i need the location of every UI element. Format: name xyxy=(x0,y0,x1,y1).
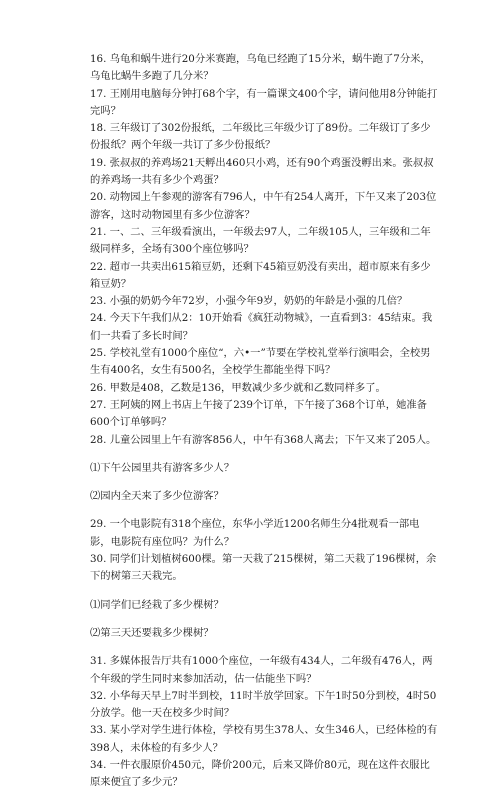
problem-33: 33. 某小学对学生进行体检，学校有男生378人、女生346人，已经体检的有398人，未体检的有多少人？ xyxy=(90,724,438,754)
problem-23: 23. 小强的奶奶今年72岁，小强今年9岁，奶奶的年龄是小强的几倍？ xyxy=(90,295,408,308)
problem-31: 31. 多媒体报告厅共有1000个座位，一年级有434人，二年级有476人，两个年级的学生同时来参加活动，估一估能坐下吗？ xyxy=(90,655,433,685)
problem-22: 22. 超市一共卖出615箱豆奶，还剩下45箱豆奶没有卖出，超市原来有多少箱豆奶？ xyxy=(90,260,431,290)
problem-30-part-2: ⑵第三天还要栽多少棵树？ xyxy=(90,626,214,639)
problem-list-3 xyxy=(90,653,438,791)
problem-28: 28. 儿童公园里上午有游客856人，中午有368人离去；下午又来了205人。 xyxy=(90,433,437,446)
problem-24: 24. 今天下午我们从2：10开始看《疯狂动物城》，一直看到3：45结束。我们一共看了多长时间？ xyxy=(90,312,433,342)
problem-list-2 xyxy=(90,516,438,585)
problem-list-1 xyxy=(90,51,438,449)
problem-26: 26. 甲数是408，乙数是136，甲数减少多少就和乙数同样多了。 xyxy=(90,381,386,394)
problem-17: 17. 王刚用电脑每分钟打68个字，有一篇课文400个字，请问他用8分钟能打完吗？ xyxy=(90,87,438,117)
problem-28-part-2: ⑵园内全天来了多少位游客？ xyxy=(90,490,224,503)
problem-18: 18. 三年级订了302份报纸，二年级比三年级少订了89份。二年级订了多少份报纸？两个年级一共订了多少份报纸？ xyxy=(90,122,431,152)
problem-20: 20. 动物园上午参观的游客有796人，中午有254人离开，下午又来了203位游客，这时动物园里有多少位游客？ xyxy=(90,191,437,221)
problem-16: 16. 乌龟和蜗牛进行20分米赛跑，乌龟已经跑了15分米，蜗牛跑了7分米，乌龟比蜗牛多跑了几分米？ xyxy=(90,53,431,83)
problem-30-part-1: ⑴同学们已经栽了多少棵树？ xyxy=(90,598,224,611)
problem-32: 32. 小华每天早上7时半到校，11时半放学回家。下午1时50分到校，4时50分放学。他一天在校多少时间？ xyxy=(90,689,437,720)
problem-30: 30. 同学们计划植树600棵。第一天栽了215棵树，第二天栽了196棵树，余下的树第三天栽完。 xyxy=(90,553,437,583)
problem-21: 21. 一、二、三年级看演出，一年级去97人，二年级105人，三年级和二年级同样多，全场有300个座位够吗？ xyxy=(90,225,431,256)
problem-19: 19. 张叔叔的养鸡场21天孵出460只小鸡，还有90个鸡蛋没孵出来。张叔叔的养鸡场一共有多少个鸡蛋？ xyxy=(90,156,434,187)
problem-28-part-1: ⑴下午公园里共有游客多少人？ xyxy=(90,461,235,474)
problem-29: 29. 一个电影院有318个座位，东华小学近1200名师生分4批观看一部电影，电影院有座位吗？为什么？ xyxy=(90,518,420,548)
problem-34: 34. 一件衣服原价450元，降价200元，后来又降价80元，现在这件衣服比原来便宜了多少元？ xyxy=(90,758,430,789)
problem-25: 25. 学校礼堂有1000个座位“，六•一”节要在学校礼堂举行演唱会，全校男生有400名，女生有500名，全校学生都能坐得下吗？ xyxy=(90,347,431,377)
problem-27: 27. 王阿姨的网上书店上午接了239个订单，下午接了368个订单，她准备600个订单够吗？ xyxy=(90,398,427,429)
